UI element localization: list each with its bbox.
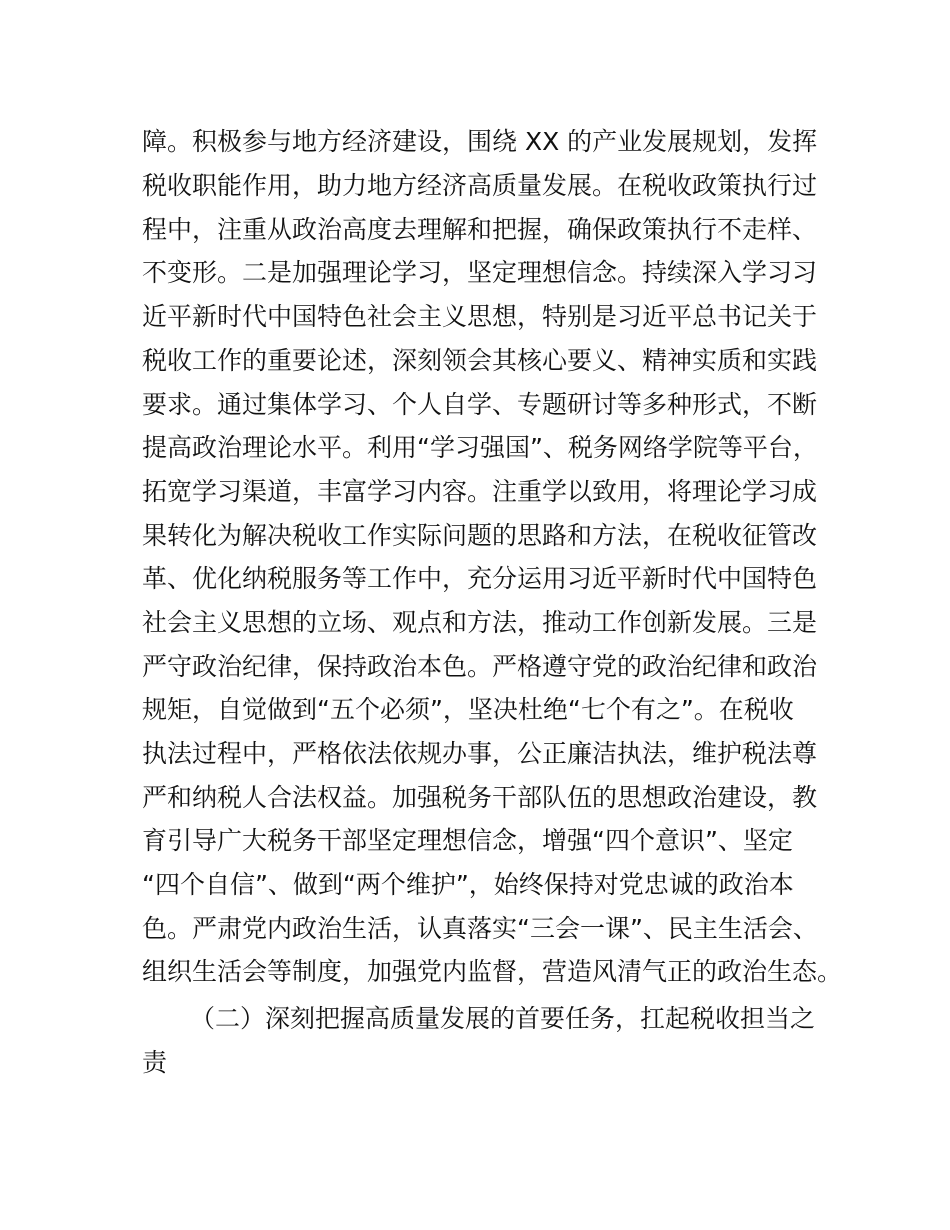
paragraph-line: 要求。通过集体学习、个人自学、专题研讨等多种形式，不断 [142,390,818,419]
paragraph-line: 税收工作的重要论述，深刻领会其核心要义、精神实质和实践 [142,346,818,375]
paragraph-line: 社会主义思想的立场、观点和方法，推动工作创新发展。三是 [142,608,818,637]
paragraph-line: 果转化为解决税收工作实际问题的思路和方法，在税收征管改 [142,521,818,550]
paragraph-line: 规矩，自觉做到“五个必须”，坚决杜绝“七个有之”。在税收 [142,695,794,724]
paragraph-line: 严和纳税人合法权益。加强税务干部队伍的思想政治建设，教 [142,783,818,812]
paragraph-line: 不变形。二是加强理论学习，坚定理想信念。持续深入学习习 [142,258,818,287]
paragraph-line: 近平新时代中国特色社会主义思想，特别是习近平总书记关于 [142,302,818,331]
paragraph-line: 组织生活会等制度，加强党内监督，营造风清气正的政治生态。 [142,957,843,986]
paragraph-line: 严守政治纪律，保持政治本色。严格遵守党的政治纪律和政治 [142,652,818,681]
paragraph-line: 拓宽学习渠道，丰富学习内容。注重学以致用，将理论学习成 [142,477,818,506]
paragraph-line: 提高政治理论水平。利用“学习强国”、税务网络学院等平台， [142,433,818,462]
paragraph-line: “四个自信”、做到“两个维护”，始终保持对党忠诚的政治本 [142,870,794,899]
section-heading-line: 责 [142,1048,168,1077]
paragraph-line: 障。积极参与地方经济建设，围绕 XX 的产业发展规划，发挥 [142,127,818,156]
paragraph-line: 程中，注重从政治高度去理解和把握，确保政策执行不走样、 [142,215,818,244]
paragraph-line: 执法过程中，严格依法依规办事，公正廉洁执法，维护税法尊 [142,739,818,768]
paragraph-line: 税收职能作用，助力地方经济高质量发展。在税收政策执行过 [142,171,818,200]
paragraph-line: 色。严肃党内政治生活，认真落实“三会一课”、民主生活会、 [142,914,818,943]
paragraph-line: 育引导广大税务干部坚定理想信念，增强“四个意识”、坚定 [142,826,793,855]
paragraph-line: 革、优化纳税服务等工作中，充分运用习近平新时代中国特色 [142,564,818,593]
section-heading-line: （二）深刻把握高质量发展的首要任务，扛起税收担当之 [190,1004,816,1033]
